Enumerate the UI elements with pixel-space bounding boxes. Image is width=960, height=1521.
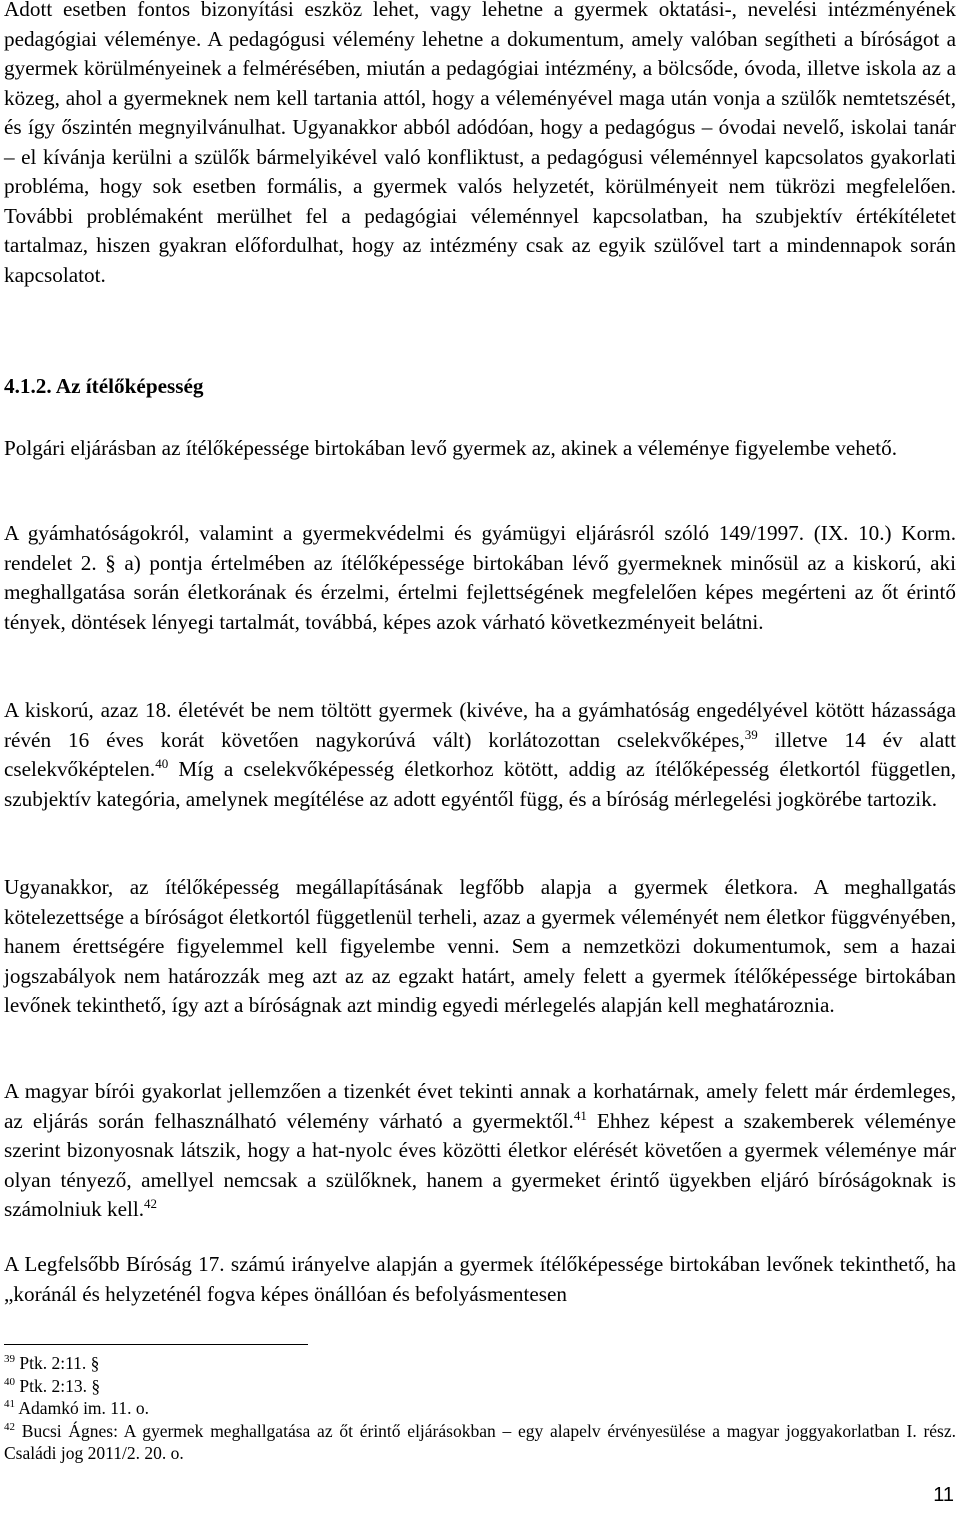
footnote-text: Ptk. 2:13. §: [19, 1375, 101, 1396]
paragraph-age-basis: Ugyanakkor, az ítélőképesség megállapításának legfőbb alapja a gyermek életkora. A meghallgatás kötelezettsége a bíróságot életkortól függetlenül terheli, azaz a gyermek véleményét nem életkor függvényében, hanem érettségére figyelemmel kell figyelembe venni. Sem a nemzetközi dokumentumok, sem a hazai jogszabályok nem határozzák meg azt az az egzakt határt, amely felett a gyermek ítélőképessége birtokában levőnek tekinthető, így azt a bíróságnak azt mindig egyedi mérlegelés alapján kell meghatároznia.: [4, 875, 956, 1017]
footnote-text: Bucsi Ágnes: A gyermek meghallgatása az őt érintő eljárásokban – egy alapelv érvényesülése a magyar joggyakorlatban I. rész. Családi jog 2011/2. 20. o.: [4, 1420, 956, 1464]
footnote-separator: [4, 1344, 308, 1345]
footnote-text: Ptk. 2:11. §: [19, 1353, 100, 1373]
footnote-ref-42[interactable]: 42: [144, 1196, 158, 1211]
footnote-ref-41[interactable]: 41: [573, 1107, 587, 1123]
paragraph-text: Míg a cselekvőképesség életkorhoz kötött, addig az ítélőképesség életkortól független, szubjektív kategória, amelynek megítélése az adott egyéntől függ, és a bíróság mérlegelési jogkörébe tartozik.: [4, 757, 956, 811]
footnote-ref-39[interactable]: 39: [744, 726, 758, 742]
paragraph-legal-capacity: [4, 696, 956, 814]
paragraph-text: Ehhez képest a szakemberek véleménye szerint bizonyosnak látszik, hogy a hat-nyolc éves közötti életkor elérését követően a gyermek véleménye már olyan tényező, amellyel nemcsak a szülőknek, hanem a gyermeket érintő ügyekben eljáró bíróságoknak is számolniuk kell.: [4, 1108, 956, 1221]
footnote-39: [4, 1352, 956, 1375]
footnote-text: Adamkó im. 11. o.: [18, 1398, 150, 1419]
paragraph-text: illetve 14 év alatt cselekvőképtelen.: [4, 727, 956, 781]
footnote-40: [4, 1375, 956, 1398]
paragraph-civil-procedure: Polgári eljárásban az ítélőképessége birtokában levő gyermek az, akinek a véleménye figyelembe vehető.: [4, 436, 898, 460]
page-number: 11: [933, 1484, 954, 1506]
footnote-number: 41: [4, 1398, 15, 1411]
footnote-41: [4, 1397, 956, 1420]
paragraph-pedagogical-opinion: Adott esetben fontos bizonyítási eszköz lehet, vagy lehetne a gyermek oktatási-, nevelési intézményének pedagógiai véleménye. A pedagógusi vélemény lehetne a dokumentum, amely valóban segítheti a bíróságot a gyermek körülményeinek a felmérésében, miután a pedagógiai intézmény, a bölcsőde, óvoda, illetve iskola az a közeg, ahol a gyermeknek nem kell tartania attól, hogy a véleményével maga után vonja a szülők nemtetszését, és így őszintén megnyilvánulhat. Ugyanakkor abból adódóan, hogy a pedagógus – óvodai nevelő, iskolai tanár – el kívánja kerülni a szülők bármelyikével való konfliktust, a pedagógusi véleménnyel kapcsolatos gyakorlati probléma, hogy sok esetben formális, a gyermek valós helyzetét, körülményeit nem tükrözi megfelelően. További problémaként merülhet fel a pedagógiai véleménnyel kapcsolatban, ha szubjektív értékítéletet tartalmaz, hiszen gyakran előfordulhat, hogy az intézmény csak az egyik szülővel tart a mindennapok során kapcsolatot.: [4, 0, 956, 287]
footnotes: [4, 1352, 956, 1465]
paragraph-supreme-court-directive: A Legfelsőbb Bíróság 17. számú irányelve alapján a gyermek ítélőképessége birtokában levőnek tekinthető, ha „koránál és helyzeténél fogva képes önállóan és befolyásmentesen: [4, 1252, 956, 1306]
paragraph-text: A kiskorú, azaz 18. életévét be nem töltött gyermek (kivéve, ha a gyámhatóság engedélyével kötött házassága révén 16 éves korát követően nagykorúvá vált) korlátozottan cselekvőképes,: [4, 698, 956, 752]
paragraph-government-decree: A gyámhatóságokról, valamint a gyermekvédelmi és gyámügyi eljárásról szóló 149/1997. (IX. 10.) Korm. rendelet 2. § a) pontja értelmében az ítélőképessége birtokában lévő gyermeknek minősül az a kiskorú, aki meghallgatása során életkorának és érzelmi, értelmi fejlettségének megfelelően képes megérteni az őt érintő tények, döntések lényegi tartalmát, továbbá, képes azok várható következményeit belátni.: [4, 521, 956, 634]
footnote-number: 42: [4, 1420, 15, 1433]
section-heading: 4.1.2. Az ítélőképesség: [4, 374, 204, 398]
footnote-42: [4, 1420, 956, 1465]
footnote-ref-40[interactable]: 40: [155, 756, 169, 771]
footnote-number: 39: [4, 1353, 15, 1365]
paragraph-court-practice: [4, 1077, 956, 1225]
paragraph-text: A magyar bírói gyakorlat jellemzően a tizenkét évet tekinti annak a korhatárnak, amely felett már érdemleges, az eljárás során felhasználható vélemény várható a gyermektől.: [4, 1079, 956, 1133]
footnote-number: 40: [4, 1375, 15, 1388]
